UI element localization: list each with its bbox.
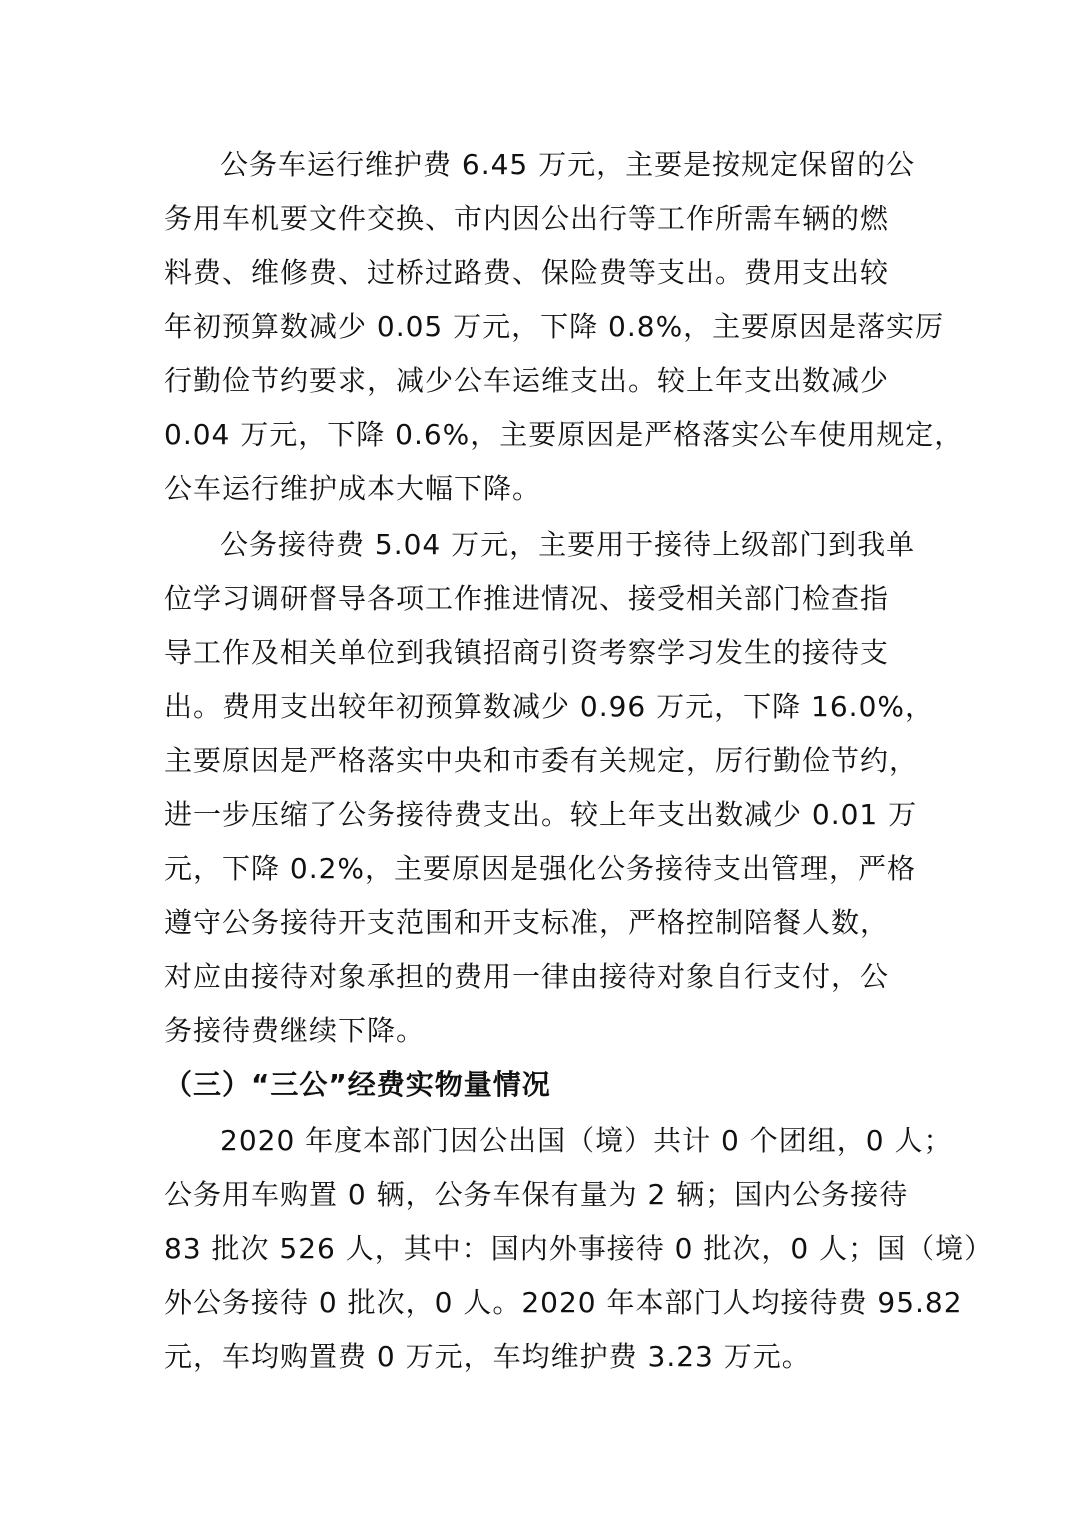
text-line: 主要原因是严格落实中央和市委有关规定，厉行勤俭节约， (164, 744, 919, 777)
text-line: 位学习调研督导各项工作推进情况、接受相关部门检查指 (164, 582, 890, 615)
text-line: 元，车均购置费 0 万元，车均维护费 3.23 万元。 (164, 1340, 811, 1373)
text-line: 公务接待费 5.04 万元，主要用于接待上级部门到我单 (220, 528, 916, 561)
text-line: 年初预算数减少 0.05 万元，下降 0.8%，主要原因是落实厉 (164, 310, 945, 343)
section-heading: （三）“三公”经费实物量情况 (164, 1068, 551, 1101)
text-line: 公务用车购置 0 辆，公务车保有量为 2 辆；国内公务接待 (164, 1178, 909, 1211)
text-line: 料费、维修费、过桥过路费、保险费等支出。费用支出较 (164, 256, 890, 289)
text-line: 行勤俭节约要求，减少公车运维支出。较上年支出数减少 (164, 364, 890, 397)
text-line: 对应由接待对象承担的费用一律由接待对象自行支付，公 (164, 960, 890, 993)
text-line: 外公务接待 0 批次，0 人。2020 年本部门人均接待费 95.82 (164, 1286, 963, 1319)
text-line: 务接待费继续下降。 (164, 1014, 426, 1047)
text-line: 遵守公务接待开支范围和开支标准，严格控制陪餐人数， (164, 906, 890, 939)
text-line: 出。费用支出较年初预算数减少 0.96 万元，下降 16.0%， (164, 690, 934, 723)
text-line: 83 批次 526 人，其中：国内外事接待 0 批次，0 人；国（境） (164, 1232, 994, 1265)
text-line: 公务车运行维护费 6.45 万元，主要是按规定保留的公 (220, 148, 916, 181)
text-line: 进一步压缩了公务接待费支出。较上年支出数减少 0.01 万 (164, 798, 918, 831)
text-line: 元，下降 0.2%，主要原因是强化公务接待支出管理，严格 (164, 852, 917, 885)
text-line: 导工作及相关单位到我镇招商引资考察学习发生的接待支 (164, 636, 890, 669)
text-line: 公车运行维护成本大幅下降。 (164, 472, 542, 505)
text-line: 0.04 万元，下降 0.6%，主要原因是严格落实公车使用规定， (164, 418, 964, 451)
text-line: 务用车机要文件交换、市内因公出行等工作所需车辆的燃 (164, 202, 890, 235)
text-line: 2020 年度本部门因公出国（境）共计 0 个团组，0 人； (220, 1124, 953, 1157)
